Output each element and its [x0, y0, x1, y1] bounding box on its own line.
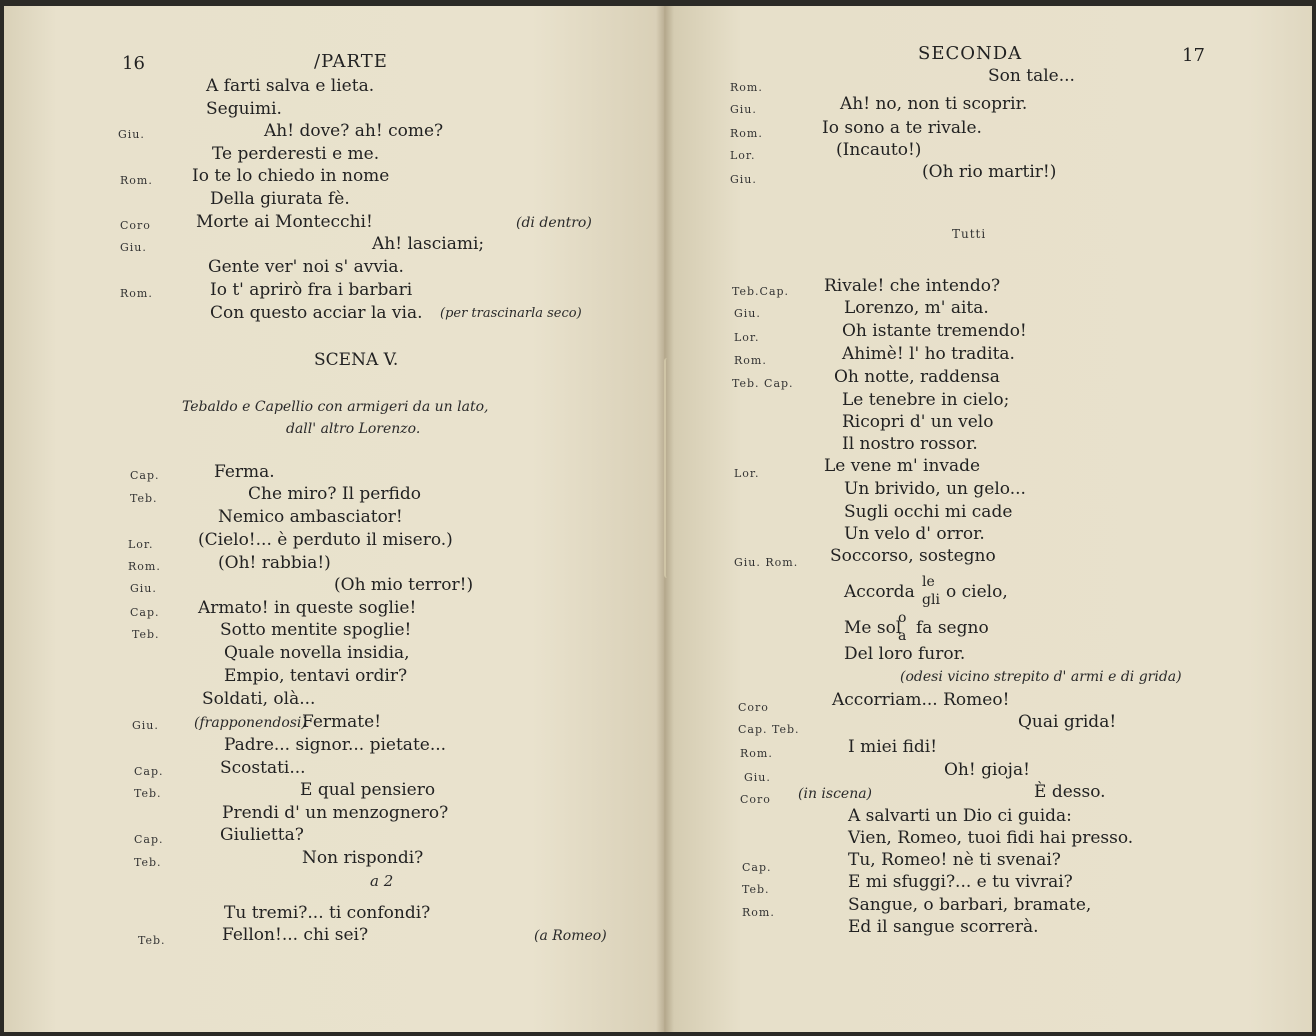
speaker-label: Cap. [130, 469, 160, 482]
verse-line: Oh istante tremendo! [842, 321, 1027, 341]
speaker-label: Cap. [134, 765, 164, 778]
verse-line: Oh! gioja! [944, 760, 1030, 780]
left-page [4, 6, 664, 1032]
speaker-label: Teb. [742, 883, 770, 896]
running-head: SECONDA [918, 43, 1023, 64]
verse-line: Ah! dove? ah! come? [264, 121, 444, 141]
speaker-label: Rom. [730, 127, 763, 140]
verse-line: I miei fidi! [848, 737, 938, 757]
speaker-label: Rom. [740, 747, 773, 760]
verse-line: Tu tremi?... ti confondi? [224, 903, 431, 923]
verse-line: Le tenebre in cielo; [842, 390, 1010, 410]
verse-line: Non rispondi? [302, 848, 424, 868]
stage-direction: (odesi vicino strepito d' armi e di grida) [900, 669, 1182, 685]
verse-line: Un velo d' orror. [844, 524, 985, 544]
speaker-label: Cap. [742, 861, 772, 874]
verse-line: Che miro? Il perfido [248, 484, 421, 504]
speaker-label: Giu. [120, 241, 147, 254]
verse-line: Un brivido, un gelo... [844, 479, 1026, 499]
speaker-label: Lor. [734, 467, 760, 480]
verse-line: (Oh rio martir!) [922, 162, 1057, 182]
ensemble-marker: a 2 [370, 872, 394, 890]
verse-line: Io te lo chiedo in nome [192, 166, 390, 186]
speaker-label: Lor. [730, 149, 756, 162]
stage-direction: (in iscena) [798, 786, 873, 802]
speaker-label: Teb. [132, 628, 160, 641]
speaker-label: Rom. [742, 906, 775, 919]
verse-line: Accorriam... Romeo! [832, 690, 1010, 710]
verse-line: Scostati... [220, 758, 306, 778]
variant-bottom: a [898, 628, 907, 644]
stage-direction: (per trascinarla seco) [440, 306, 582, 321]
verse-line: Sangue, o barbari, bramate, [848, 895, 1092, 915]
speaker-label: Rom. [730, 81, 763, 94]
verse-line: Quale novella insidia, [224, 643, 410, 663]
speaker-label: Cap. [134, 833, 164, 846]
verse-line: (Incauto!) [836, 140, 922, 160]
verse-line: Con questo acciar la via. [210, 303, 423, 323]
speaker-label: Rom. [120, 287, 153, 300]
page-number: 16 [122, 53, 145, 74]
scene-title: SCENA V. [314, 350, 399, 370]
verse-line: Quai grida! [1018, 712, 1117, 732]
verse-line: Prendi d' un menzognero? [222, 803, 449, 823]
verse-line: Ed il sangue scorrerà. [848, 917, 1039, 937]
verse-line: E mi sfuggi?... e tu vivrai? [848, 872, 1073, 892]
variant-top: o [898, 610, 907, 626]
variant-bottom: gli [922, 592, 940, 608]
verse-line: Ahimè! l' ho tradita. [842, 344, 1015, 364]
verse-line: Rivale! che intendo? [824, 276, 1001, 296]
verse-line: E qual pensiero [300, 780, 436, 800]
speaker-label: Giu. [730, 173, 757, 186]
speaker-label: Rom. [128, 560, 161, 573]
verse-line: Sotto mentite spoglie! [220, 620, 412, 640]
verse-line: (Oh! rabbia!) [218, 553, 331, 573]
variant-line [844, 610, 1064, 648]
verse-line: Gente ver' noi s' avvia. [208, 257, 404, 277]
speaker-label: Rom. [734, 354, 767, 367]
binding-thread [664, 358, 672, 578]
verse-line: Nemico ambasciator! [218, 507, 403, 527]
verse-line: Io sono a te rivale. [822, 118, 982, 138]
right-page [664, 6, 1312, 1032]
speaker-label: Rom. [120, 174, 153, 187]
verse-line: Fermate! [302, 712, 382, 732]
verse-line: Soccorso, sostegno [830, 546, 996, 566]
verse-line: Armato! in queste soglie! [198, 598, 417, 618]
verse-line: Seguimi. [206, 99, 282, 119]
speaker-label: Giu. [734, 307, 761, 320]
verse-line: Fellon!... chi sei? [222, 925, 369, 945]
verse-line: (Cielo!... è perduto il misero.) [198, 530, 453, 550]
verse-line: Soldati, olà... [202, 689, 316, 709]
verse-line: Del loro furor. [844, 644, 966, 664]
speaker-label: Teb. [134, 787, 162, 800]
speaker-label: Cap. [130, 606, 160, 619]
verse-line: È desso. [1034, 782, 1106, 802]
verse-line: Giulietta? [220, 825, 304, 845]
stage-direction: (frapponendosi) [194, 715, 307, 731]
speaker-label: Lor. [128, 538, 154, 551]
verse-line: (Oh mio terror!) [334, 575, 474, 595]
verse-line: Ferma. [214, 462, 275, 482]
verse-line: Io t' aprirò fra i barbari [210, 280, 413, 300]
verse-line: Le vene m' invade [824, 456, 981, 476]
speaker-label: Teb. Cap. [732, 377, 794, 390]
verse-line: Della giurata fè. [210, 189, 350, 209]
speaker-label: Teb. [130, 492, 158, 505]
verse-line: Ah! no, non ti scoprir. [840, 94, 1028, 114]
speaker-label: Giu. [744, 771, 771, 784]
verse-text: fa segno [916, 618, 989, 638]
stage-direction: (di dentro) [516, 215, 592, 231]
tutti-heading: Tutti [952, 227, 987, 241]
scene-description: dall' altro Lorenzo. [286, 421, 421, 437]
speaker-label: Giu. [118, 128, 145, 141]
speaker-label: Coro [120, 219, 151, 232]
verse-line: Sugli occhi mi cade [844, 502, 1013, 522]
speaker-label: Giu. [130, 582, 157, 595]
verse-line: Empio, tentavi ordir? [224, 666, 408, 686]
variant-line [844, 574, 1064, 612]
verse-text: o cielo, [946, 582, 1008, 602]
speaker-label: Giu. Rom. [734, 556, 799, 569]
verse-line: Lorenzo, m' aita. [844, 298, 989, 318]
speaker-label: Coro [738, 701, 769, 714]
verse-line: Tu, Romeo! nè ti svenai? [848, 850, 1061, 870]
book-spread [4, 6, 1312, 1032]
verse-line: A salvarti un Dio ci guida: [848, 806, 1072, 826]
verse-line: Te perderesti e me. [212, 144, 380, 164]
speaker-label: Teb. [134, 856, 162, 869]
speaker-label: Teb.Cap. [732, 285, 790, 298]
scene-description: Tebaldo e Capellio con armigeri da un lato, [182, 399, 489, 415]
running-head: /PARTE [314, 51, 388, 72]
verse-text: Me sol [844, 618, 902, 638]
verse-line: Son tale... [988, 66, 1075, 86]
speaker-label: Cap. Teb. [738, 723, 800, 736]
speaker-label: Lor. [734, 331, 760, 344]
speaker-label: Giu. [132, 719, 159, 732]
speaker-label: Teb. [138, 934, 166, 947]
verse-line: Oh notte, raddensa [834, 367, 1000, 387]
page-number: 17 [1182, 45, 1205, 66]
stage-direction: (a Romeo) [534, 928, 607, 944]
verse-line: Il nostro rossor. [842, 434, 978, 454]
verse-line: Padre... signor... pietate... [224, 735, 447, 755]
speaker-label: Coro [740, 793, 771, 806]
verse-line: A farti salva e lieta. [206, 76, 375, 96]
variant-top: le [922, 574, 935, 590]
verse-line: Morte ai Montecchi! [196, 212, 373, 232]
verse-line: Vien, Romeo, tuoi fidi hai presso. [848, 828, 1134, 848]
verse-line: Ah! lasciami; [372, 234, 485, 254]
verse-text: Accorda [844, 582, 915, 602]
speaker-label: Giu. [730, 103, 757, 116]
verse-line: Ricopri d' un velo [842, 412, 994, 432]
